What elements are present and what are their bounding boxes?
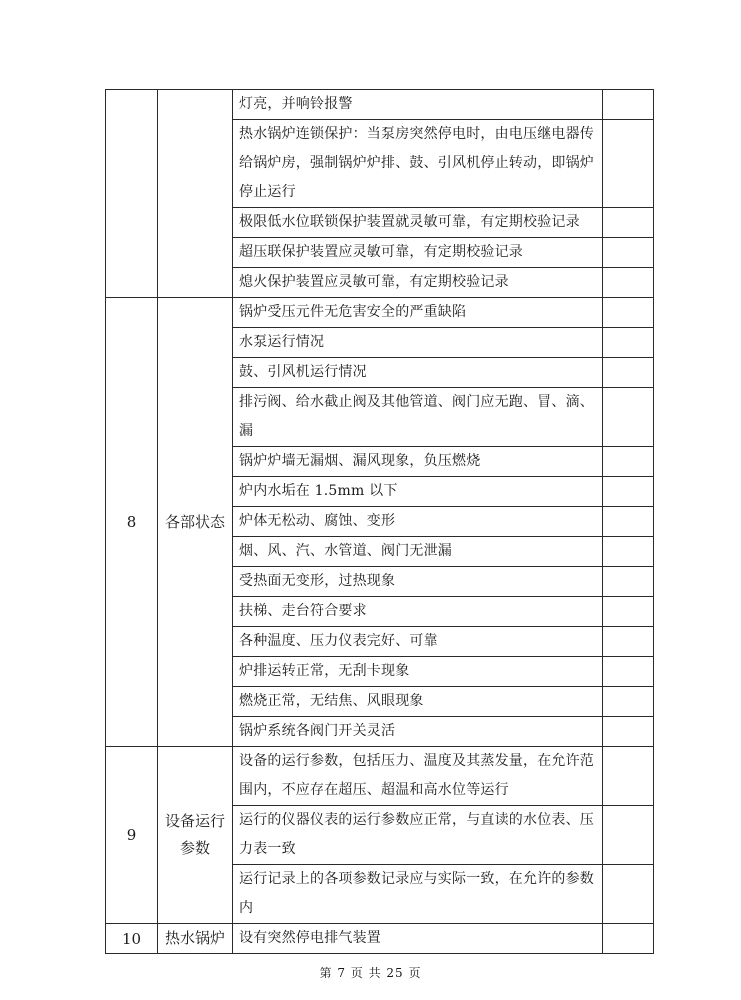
check-item: 炉排运转正常，无刮卡现象 (233, 657, 603, 687)
table-body (106, 90, 654, 954)
table-row (106, 747, 654, 806)
result-cell (603, 865, 654, 924)
result-cell (603, 388, 654, 447)
check-item: 运行的仪器仪表的运行参数应正常，与直读的水位表、压力表一致 (233, 806, 603, 865)
table-row (106, 90, 654, 120)
check-item: 水泵运行情况 (233, 328, 603, 358)
check-item: 热水锅炉连锁保护：当泵房突然停电时，由电压继电器传给锅炉房，强制锅炉炉排、鼓、引风机停止转动，即锅炉停止运行 (233, 120, 603, 208)
result-cell (603, 90, 654, 120)
check-item: 炉内水垢在 1.5mm 以下 (233, 477, 603, 507)
result-cell (603, 208, 654, 238)
result-cell (603, 537, 654, 567)
result-cell (603, 747, 654, 806)
result-cell (603, 507, 654, 537)
check-item: 熄火保护装置应灵敏可靠，有定期校验记录 (233, 268, 603, 298)
result-cell (603, 298, 654, 328)
section-number: 8 (106, 298, 158, 747)
check-item: 极限低水位联锁保护装置就灵敏可靠，有定期校验记录 (233, 208, 603, 238)
check-item: 锅炉炉墙无漏烟、漏风现象，负压燃烧 (233, 447, 603, 477)
section-name: 设备运行 参数 (158, 747, 233, 924)
result-cell (603, 477, 654, 507)
boiler-inspection-table (105, 89, 654, 954)
check-item: 各种温度、压力仪表完好、可靠 (233, 627, 603, 657)
check-item: 烟、风、汽、水管道、阀门无泄漏 (233, 537, 603, 567)
section-name: 各部状态 (158, 298, 233, 747)
result-cell (603, 120, 654, 208)
page-footer: 第 7 页 共 25 页 (319, 966, 422, 980)
result-cell (603, 657, 654, 687)
result-cell (603, 328, 654, 358)
result-cell (603, 358, 654, 388)
section-name (158, 90, 233, 298)
check-item: 设备的运行参数，包括压力、温度及其蒸发量，在允许范围内，不应存在超压、超温和高水位等运行 (233, 747, 603, 806)
section-number: 9 (106, 747, 158, 924)
result-cell (603, 627, 654, 657)
result-cell (603, 806, 654, 865)
result-cell (603, 447, 654, 477)
result-cell (603, 567, 654, 597)
check-item: 燃烧正常，无结焦、风眼现象 (233, 687, 603, 717)
check-item: 炉体无松动、腐蚀、变形 (233, 507, 603, 537)
result-cell (603, 238, 654, 268)
check-item: 设有突然停电排气装置 (233, 924, 603, 954)
result-cell (603, 687, 654, 717)
table-row (106, 298, 654, 328)
check-item: 超压联保护装置应灵敏可靠，有定期校验记录 (233, 238, 603, 268)
check-item: 锅炉系统各阀门开关灵活 (233, 717, 603, 747)
section-number (106, 90, 158, 298)
section-number: 10 (106, 924, 158, 954)
result-cell (603, 597, 654, 627)
result-cell (603, 924, 654, 954)
check-item: 灯亮，并响铃报警 (233, 90, 603, 120)
check-item: 运行记录上的各项参数记录应与实际一致，在允许的参数内 (233, 865, 603, 924)
check-item: 受热面无变形，过热现象 (233, 567, 603, 597)
check-item: 排污阀、给水截止阀及其他管道、阀门应无跑、冒、滴、漏 (233, 388, 603, 447)
table-row (106, 924, 654, 954)
check-item: 鼓、引风机运行情况 (233, 358, 603, 388)
result-cell (603, 717, 654, 747)
result-cell (603, 268, 654, 298)
check-item: 扶梯、走台符合要求 (233, 597, 603, 627)
section-name: 热水锅炉 (158, 924, 233, 954)
check-item: 锅炉受压元件无危害安全的严重缺陷 (233, 298, 603, 328)
